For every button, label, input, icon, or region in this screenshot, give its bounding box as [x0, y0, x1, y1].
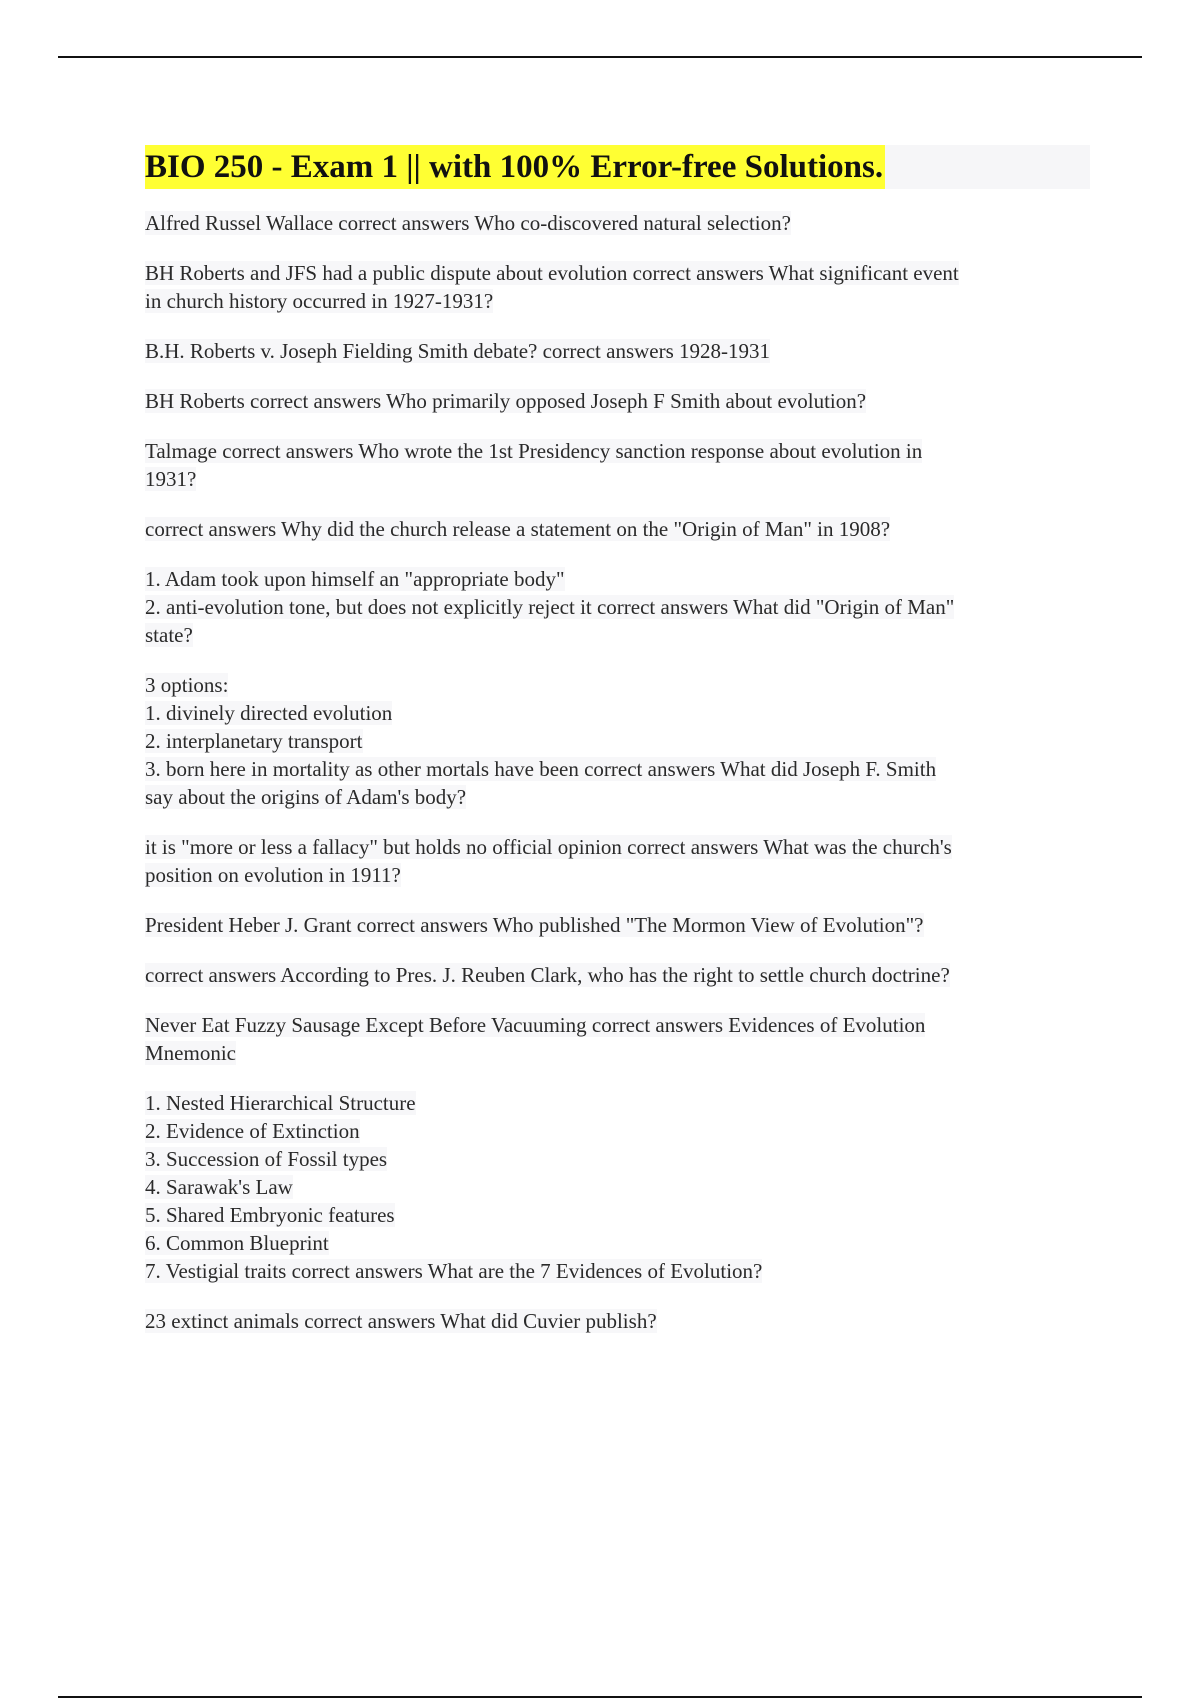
- qa-entry: [145, 671, 1090, 811]
- qa-entry: [145, 337, 1090, 365]
- qa-entry: [145, 515, 1090, 543]
- qa-line-text: B.H. Roberts v. Joseph Fielding Smith debate? correct answers 1928-1931: [145, 339, 771, 363]
- qa-line: [145, 337, 1090, 365]
- qa-entry: [145, 387, 1090, 415]
- qa-entry: [145, 259, 1090, 315]
- bottom-rule: [58, 1696, 1142, 1698]
- qa-line: [145, 699, 1090, 727]
- qa-line-text: 2. anti-evolution tone, but does not explicitly reject it correct answers What did "Origin of Man": [145, 595, 955, 619]
- qa-line: [145, 755, 1090, 783]
- title-bar: [145, 145, 1090, 189]
- qa-line-text: Alfred Russel Wallace correct answers Who co-discovered natural selection?: [145, 211, 791, 235]
- qa-line-text: correct answers Why did the church release a statement on the "Origin of Man" in 1908?: [145, 517, 891, 541]
- qa-line: [145, 621, 1090, 649]
- qa-line-text: Never Eat Fuzzy Sausage Except Before Vacuuming correct answers Evidences of Evolution: [145, 1013, 926, 1037]
- qa-line: [145, 1145, 1090, 1173]
- qa-line: [145, 1117, 1090, 1145]
- qa-line-text: 7. Vestigial traits correct answers What are the 7 Evidences of Evolution?: [145, 1259, 763, 1283]
- qa-line: [145, 861, 1090, 889]
- qa-line: [145, 1229, 1090, 1257]
- qa-entry: [145, 911, 1090, 939]
- qa-entry: [145, 1307, 1090, 1335]
- qa-line: [145, 259, 1090, 287]
- qa-line: [145, 911, 1090, 939]
- qa-line-text: Talmage correct answers Who wrote the 1st Presidency sanction response about evolution in: [145, 439, 923, 463]
- qa-line-text: 23 extinct animals correct answers What did Cuvier publish?: [145, 1309, 657, 1333]
- document-title: BIO 250 - Exam 1 || with 100% Error-free Solutions.: [145, 145, 885, 189]
- qa-entry: [145, 437, 1090, 493]
- qa-line-text: position on evolution in 1911?: [145, 863, 401, 887]
- qa-line: [145, 1089, 1090, 1117]
- qa-entry: [145, 1011, 1090, 1067]
- qa-entry: [145, 961, 1090, 989]
- qa-line-text: BH Roberts and JFS had a public dispute about evolution correct answers What significant event: [145, 261, 959, 285]
- qa-line: [145, 961, 1090, 989]
- qa-line-text: 3 options:: [145, 673, 229, 697]
- qa-line: [145, 515, 1090, 543]
- qa-entry: [145, 565, 1090, 649]
- qa-line: [145, 209, 1090, 237]
- qa-line: [145, 1257, 1090, 1285]
- qa-line: [145, 565, 1090, 593]
- qa-line: [145, 465, 1090, 493]
- qa-entry: [145, 833, 1090, 889]
- qa-line: [145, 1307, 1090, 1335]
- qa-line-text: it is "more or less a fallacy" but holds no official opinion correct answers What was the church's: [145, 835, 952, 859]
- qa-line-text: state?: [145, 623, 193, 647]
- qa-line-text: Mnemonic: [145, 1041, 236, 1065]
- qa-entry: [145, 1089, 1090, 1285]
- qa-line: [145, 783, 1090, 811]
- qa-line: [145, 833, 1090, 861]
- top-rule: [58, 56, 1142, 58]
- qa-line-text: 2. interplanetary transport: [145, 729, 363, 753]
- qa-line-text: BH Roberts correct answers Who primarily opposed Joseph F Smith about evolution?: [145, 389, 867, 413]
- qa-line: [145, 1011, 1090, 1039]
- qa-line-text: President Heber J. Grant correct answers Who published "The Mormon View of Evolution"?: [145, 913, 924, 937]
- qa-line: [145, 1201, 1090, 1229]
- qa-line: [145, 593, 1090, 621]
- qa-line-text: 3. Succession of Fossil types: [145, 1147, 388, 1171]
- qa-line: [145, 1173, 1090, 1201]
- qa-line-text: 1931?: [145, 467, 197, 491]
- qa-line-text: 1. Nested Hierarchical Structure: [145, 1091, 416, 1115]
- qa-line-text: 1. divinely directed evolution: [145, 701, 393, 725]
- qa-line: [145, 727, 1090, 755]
- qa-line-text: 2. Evidence of Extinction: [145, 1119, 360, 1143]
- qa-line-text: correct answers According to Pres. J. Reuben Clark, who has the right to settle church doctrine?: [145, 963, 950, 987]
- qa-list: [145, 209, 1090, 1335]
- qa-line: [145, 1039, 1090, 1067]
- qa-line-text: 5. Shared Embryonic features: [145, 1203, 395, 1227]
- qa-line: [145, 287, 1090, 315]
- qa-line: [145, 437, 1090, 465]
- qa-line-text: 6. Common Blueprint: [145, 1231, 329, 1255]
- qa-line-text: say about the origins of Adam's body?: [145, 785, 467, 809]
- qa-line-text: 3. born here in mortality as other mortals have been correct answers What did Joseph F. Smith: [145, 757, 937, 781]
- qa-line: [145, 387, 1090, 415]
- qa-line-text: 4. Sarawak's Law: [145, 1175, 293, 1199]
- qa-entry: [145, 209, 1090, 237]
- qa-line-text: in church history occurred in 1927-1931?: [145, 289, 494, 313]
- qa-line-text: 1. Adam took upon himself an "appropriate body": [145, 567, 565, 591]
- document-page: [145, 145, 1090, 1357]
- qa-line: [145, 671, 1090, 699]
